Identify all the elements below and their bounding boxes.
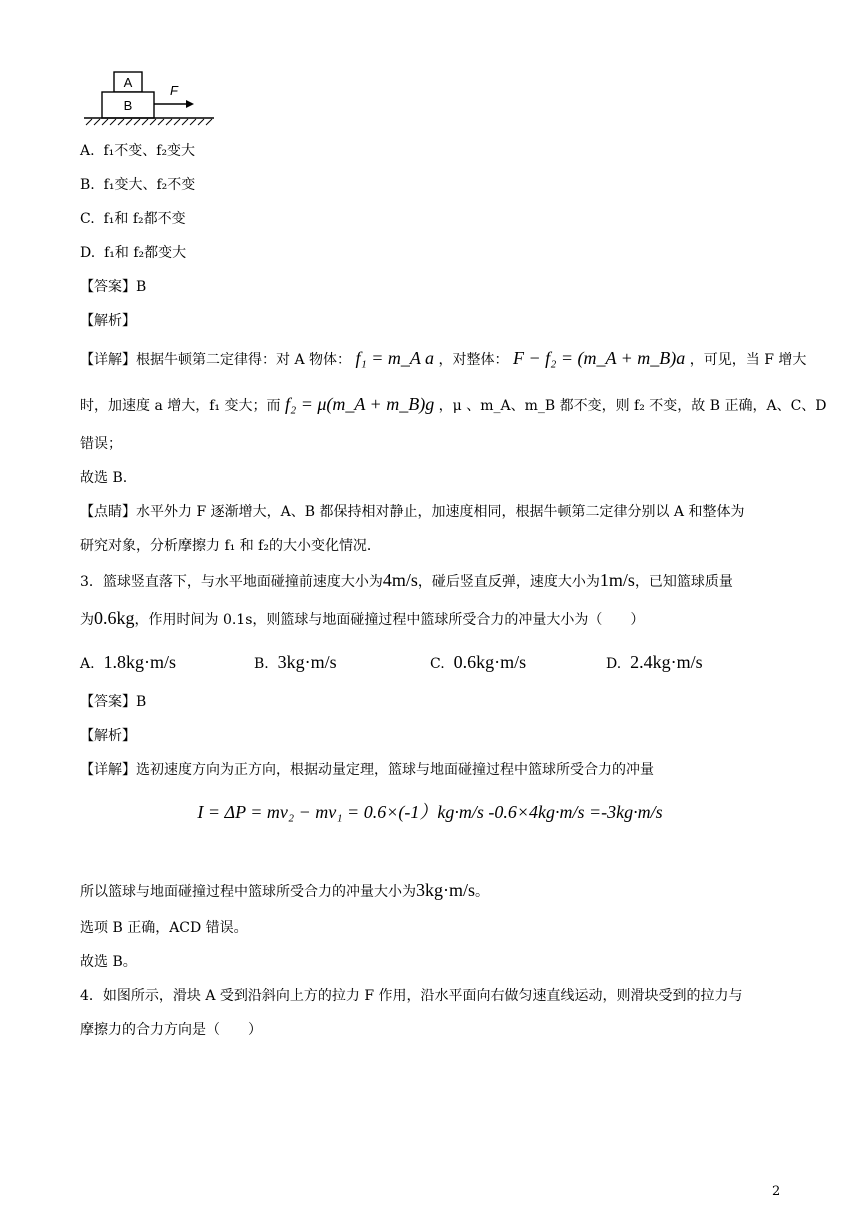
text-segment: ，μ 、m_A、m_B 都不变，则 f₂ 不变，故 B 正确，A、C、D — [438, 398, 827, 414]
q2-choose: 故选 B. — [80, 470, 128, 486]
q3-option-a — [80, 652, 176, 673]
q3-stem-line2 — [80, 608, 644, 630]
q2-analysis-heading: 【解析】 — [80, 313, 136, 329]
q2-comment-line1: 【点睛】水平外力 F 逐渐增大，A、B 都保持相对静止，加速度相同，根据牛顿第二定律分别以 A 和整体为 — [80, 504, 745, 520]
text-segment: ，作用时间为 0.1s，则篮球与地面碰撞过程中篮球所受合力的冲量大小为（ ） — [134, 612, 645, 628]
text-segment: 所以篮球与地面碰撞过程中篮球所受合力的冲量大小为 — [80, 884, 416, 900]
q2-option-d — [80, 243, 186, 263]
q3-detail: 【详解】选初速度方向为正方向，根据动量定理，篮球与地面碰撞过程中篮球所受合力的冲量 — [80, 762, 654, 778]
q3-result-value: 3kg·m/s — [416, 880, 476, 900]
q3-option-text: 1.8kg·m/s — [103, 652, 176, 672]
q3-choose: 故选 B。 — [80, 954, 137, 970]
ground-hatch — [86, 119, 212, 125]
q4-stem-line1: 4．如图所示，滑块 A 受到沿斜向上方的拉力 F 作用，沿水平面向右做匀速直线运动，则滑块受到的拉力与 — [80, 988, 743, 1004]
q2-option-letter: B. — [80, 177, 95, 193]
q2-option-text: f₁和 f₂都不变 — [103, 211, 186, 227]
q2-answer: 【答案】B — [80, 279, 147, 295]
text-segment: ，碰后竖直反弹，速度大小为 — [417, 574, 600, 590]
q3-mass: 0.6kg — [94, 608, 135, 628]
q3-option-text: 3kg·m/s — [277, 652, 337, 672]
text-segment: 为 — [80, 612, 94, 628]
q3-result — [80, 880, 489, 902]
equation-friction: f₂ = μ(m_A + m_B)g — [284, 394, 435, 414]
q2-option-text: f₁变大、f₂不变 — [103, 177, 196, 193]
q3-option-c — [430, 652, 526, 673]
q3-rebound-speed: 1m/s — [599, 570, 635, 590]
equation-impulse: I = ΔP = mv₂ − mv₁ = 0.6×(-1）kg·m/s -0.6×4kg·m/s =-3kg·m/s — [197, 802, 663, 822]
q3-initial-speed: 4m/s — [382, 570, 418, 590]
force-arrowhead — [186, 100, 194, 108]
q3-option-text: 2.4kg·m/s — [630, 652, 703, 672]
text-segment: ，已知篮球质量 — [634, 574, 733, 590]
q2-detail-line3: 错误； — [80, 436, 122, 452]
q3-stem-line1 — [80, 570, 733, 592]
force-label: F — [170, 83, 178, 98]
text-segment: 。 — [475, 884, 490, 900]
equation-newton-a: f₁ = m_A a — [355, 348, 435, 368]
text-segment: 时，加速度 a 增大，f₁ 变大；而 — [80, 398, 281, 414]
block-a-label: A — [123, 75, 133, 90]
q2-option-letter: D. — [80, 245, 96, 261]
q3-option-text: 0.6kg·m/s — [453, 652, 527, 672]
q3-analysis-heading: 【解析】 — [80, 728, 136, 744]
blocks-force-figure — [82, 68, 218, 128]
q4-stem-line2: 摩擦力的合力方向是（ ） — [80, 1022, 262, 1038]
equation-newton-whole: F − f₂ = (m_A + m_B)a — [512, 348, 686, 368]
q3-correct-statement: 选项 B 正确，ACD 错误。 — [80, 920, 248, 936]
q2-option-b — [80, 175, 195, 195]
q3-impulse-equation — [0, 798, 860, 824]
text-segment: 【详解】根据牛顿第二定律得：对 A 物体： — [80, 352, 352, 368]
q3-option-letter: D. — [606, 656, 622, 672]
q2-option-text: f₁和 f₂都变大 — [104, 245, 187, 261]
q2-comment-line2: 研究对象，分析摩擦力 f₁ 和 f₂的大小变化情况． — [80, 538, 381, 554]
page-number: 2 — [772, 1184, 781, 1199]
q2-option-a — [80, 141, 195, 161]
q3-answer: 【答案】B — [80, 694, 147, 710]
text-segment: ，对整体： — [438, 352, 509, 368]
q3-option-d — [606, 652, 703, 673]
q3-option-b — [254, 652, 337, 673]
text-segment: ，可见，当 F 增大 — [689, 352, 807, 368]
q2-detail-line2 — [80, 394, 827, 416]
q3-option-letter: A. — [80, 656, 95, 672]
q2-option-text: f₁不变、f₂变大 — [103, 143, 196, 159]
q2-option-letter: A. — [80, 143, 95, 159]
q2-detail-line1 — [80, 348, 806, 370]
block-b-label: B — [123, 98, 133, 113]
q3-option-letter: B. — [254, 656, 269, 672]
text-segment: 3．篮球竖直落下，与水平地面碰撞前速度大小为 — [80, 574, 383, 590]
q2-option-letter: C. — [80, 211, 95, 227]
q2-option-c — [80, 209, 186, 229]
q3-option-letter: C. — [430, 656, 445, 672]
